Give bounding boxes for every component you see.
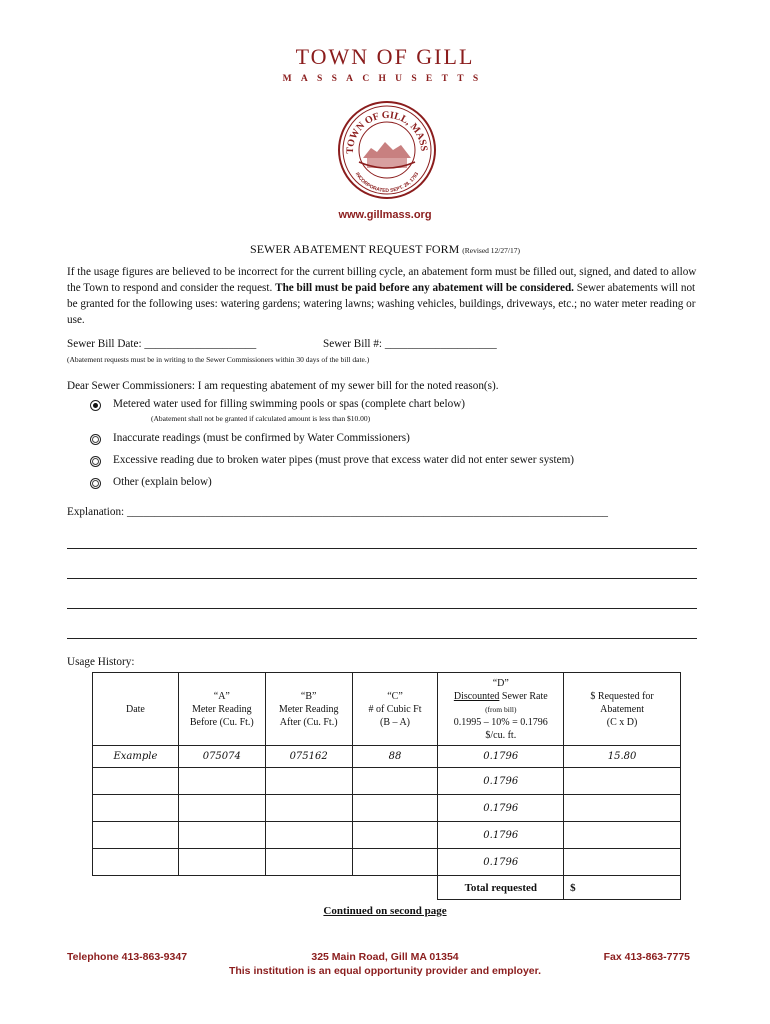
cell-rate: 0.1796: [438, 768, 564, 795]
cell-rate: 0.1796: [438, 849, 564, 876]
option-inaccurate-radio[interactable]: [90, 434, 101, 445]
header-d-1: “D”: [492, 677, 509, 689]
radio-ring: [92, 458, 99, 465]
town-title: TOWN OF GILL: [295, 44, 475, 69]
explanation-field[interactable]: Explanation: ______________________________________________________________________________________: [67, 506, 609, 518]
cell-date[interactable]: [93, 849, 179, 876]
cell-date[interactable]: [93, 822, 179, 849]
town-seal: [337, 100, 437, 200]
cell-date[interactable]: [93, 768, 179, 795]
intro-bold: The bill must be paid before any abatement will be considered.: [275, 282, 574, 294]
header-d-4: 0.1995 – 10% = 0.1796: [453, 716, 548, 728]
dear-commissioners: Dear Sewer Commissioners: I am requesting abatement of my sewer bill for the noted reason(s).: [67, 380, 499, 392]
intro-text-1: If the usage figures are believed to be incorrect for the current billing cycle, an abatement form must be filled out, signed, and dated to allow the Town to respond and consider the request.: [67, 266, 697, 294]
table-total-row: [93, 876, 681, 900]
cell-a[interactable]: [178, 768, 265, 795]
table-row[interactable]: [93, 849, 681, 876]
seal-bottom-text: INCORPORATED SEPT. 28, 1793: [353, 171, 421, 195]
radio-ring: [92, 480, 99, 487]
example-b: 075162: [265, 746, 352, 768]
form-title-text: SEWER ABATEMENT REQUEST FORM: [250, 242, 460, 256]
cell-b[interactable]: [265, 849, 352, 876]
option-other-label: Other (explain below): [113, 476, 212, 488]
header-c-3: (B – A): [380, 716, 410, 728]
footer-phone: Telephone 413-863-9347: [67, 951, 188, 963]
total-label: Total requested: [438, 876, 564, 900]
writing-note: (Abatement requests must be in writing to the Sewer Commissioners within 30 days of the bill date.): [67, 355, 370, 364]
header-b-2: Meter Reading: [278, 703, 339, 715]
header-b: [265, 673, 352, 746]
example-c: 88: [352, 746, 438, 768]
explanation-line-3[interactable]: [67, 608, 697, 609]
header-c-2: # of Cubic Ft: [368, 703, 422, 715]
header-e-1: $ Requested for: [590, 690, 654, 702]
option-pipes-radio[interactable]: [90, 456, 101, 467]
footer-address: 325 Main Road, Gill MA 01354: [311, 951, 459, 963]
example-d: 0.1796: [438, 746, 564, 768]
radio-selected-dot: [93, 403, 98, 408]
table-row[interactable]: [93, 768, 681, 795]
table-row-example: [93, 746, 681, 768]
option-pipes-label: Excessive reading due to broken water pipes (must prove that excess water did not enter sewer system): [113, 454, 575, 466]
header-d-underlined: Discounted: [453, 690, 500, 702]
cell-date[interactable]: [93, 795, 179, 822]
footer-equal-opportunity: This institution is an equal opportunity provider and employer.: [228, 965, 542, 977]
example-date: Example: [93, 746, 179, 768]
cell-a[interactable]: [178, 822, 265, 849]
header-e-3: (C x D): [606, 716, 638, 728]
header-d-2: [438, 690, 563, 703]
cell-c[interactable]: [352, 795, 438, 822]
option-pools-label: Metered water used for filling swimming pools or spas (complete chart below): [113, 398, 466, 410]
usage-history-label: Usage History:: [67, 656, 135, 668]
cell-amount[interactable]: [564, 768, 681, 795]
cell-amount[interactable]: [564, 849, 681, 876]
header-a-1: “A”: [213, 690, 230, 702]
table-header-row: [93, 673, 681, 746]
cell-b[interactable]: [265, 768, 352, 795]
header-d-3: (from bill): [485, 704, 517, 714]
cell-a[interactable]: [178, 795, 265, 822]
continued-note: Continued on second page: [323, 905, 447, 917]
header-e-2: Abatement: [600, 703, 645, 715]
bill-date-field[interactable]: Sewer Bill Date: ____________________: [67, 338, 257, 350]
explanation-line-4[interactable]: [67, 638, 697, 639]
usage-table: [92, 672, 681, 900]
cell-a[interactable]: [178, 849, 265, 876]
footer-fax: Fax 413-863-7775: [603, 951, 690, 963]
header-d-2b: Sewer Rate: [499, 690, 548, 702]
header-c: [352, 673, 438, 746]
cell-amount[interactable]: [564, 795, 681, 822]
header-b-1: “B”: [300, 690, 317, 702]
cell-c[interactable]: [352, 849, 438, 876]
example-a: 075074: [178, 746, 265, 768]
radio-ring: [92, 436, 99, 443]
svg-text:INCORPORATED SEPT. 28, 1793: [354, 171, 421, 194]
cell-amount[interactable]: [564, 822, 681, 849]
header-a: [178, 673, 265, 746]
table-row[interactable]: [93, 795, 681, 822]
cell-c[interactable]: [352, 768, 438, 795]
header-a-3: Before (Cu. Ft.): [189, 716, 254, 728]
option-inaccurate-label: Inaccurate readings (must be confirmed by Water Commissioners): [113, 432, 410, 444]
cell-rate: 0.1796: [438, 795, 564, 822]
form-revised-date: (Revised 12/27/17): [462, 246, 520, 255]
cell-b[interactable]: [265, 795, 352, 822]
intro-text-2: Sewer abatements will not be granted for the following uses: watering gardens; watering lawns; washing vehicles, buildings, driveways, etc.; no water meter reading or use.: [67, 282, 696, 326]
table-row[interactable]: [93, 822, 681, 849]
website-link[interactable]: www.gillmass.org: [338, 209, 432, 221]
header-date: Date: [93, 673, 179, 746]
explanation-line-1[interactable]: [67, 548, 697, 549]
header-c-1: “C”: [387, 690, 403, 702]
header-e: [564, 673, 681, 746]
seal-top-text: TOWN OF GILL, MASS: [344, 109, 430, 155]
option-note: (Abatement shall not be granted if calculated amount is less than $10.00): [151, 414, 371, 423]
state-subtitle: MASSACHUSETTS: [282, 74, 488, 84]
header-b-3: After (Cu. Ft.): [279, 716, 338, 728]
cell-c[interactable]: [352, 822, 438, 849]
total-blank: [93, 876, 438, 900]
example-e: 15.80: [564, 746, 681, 768]
option-pools-radio[interactable]: [90, 400, 101, 411]
cell-rate: 0.1796: [438, 822, 564, 849]
header-d-5: $/cu. ft.: [485, 729, 517, 741]
bill-number-field[interactable]: Sewer Bill #: ____________________: [323, 338, 497, 350]
option-other-radio[interactable]: [90, 478, 101, 489]
form-title: [0, 242, 770, 257]
total-value[interactable]: $: [564, 876, 681, 900]
cell-b[interactable]: [265, 822, 352, 849]
intro-paragraph: [67, 264, 707, 328]
explanation-line-2[interactable]: [67, 578, 697, 579]
header-d: [438, 673, 564, 746]
header-a-2: Meter Reading: [191, 703, 252, 715]
